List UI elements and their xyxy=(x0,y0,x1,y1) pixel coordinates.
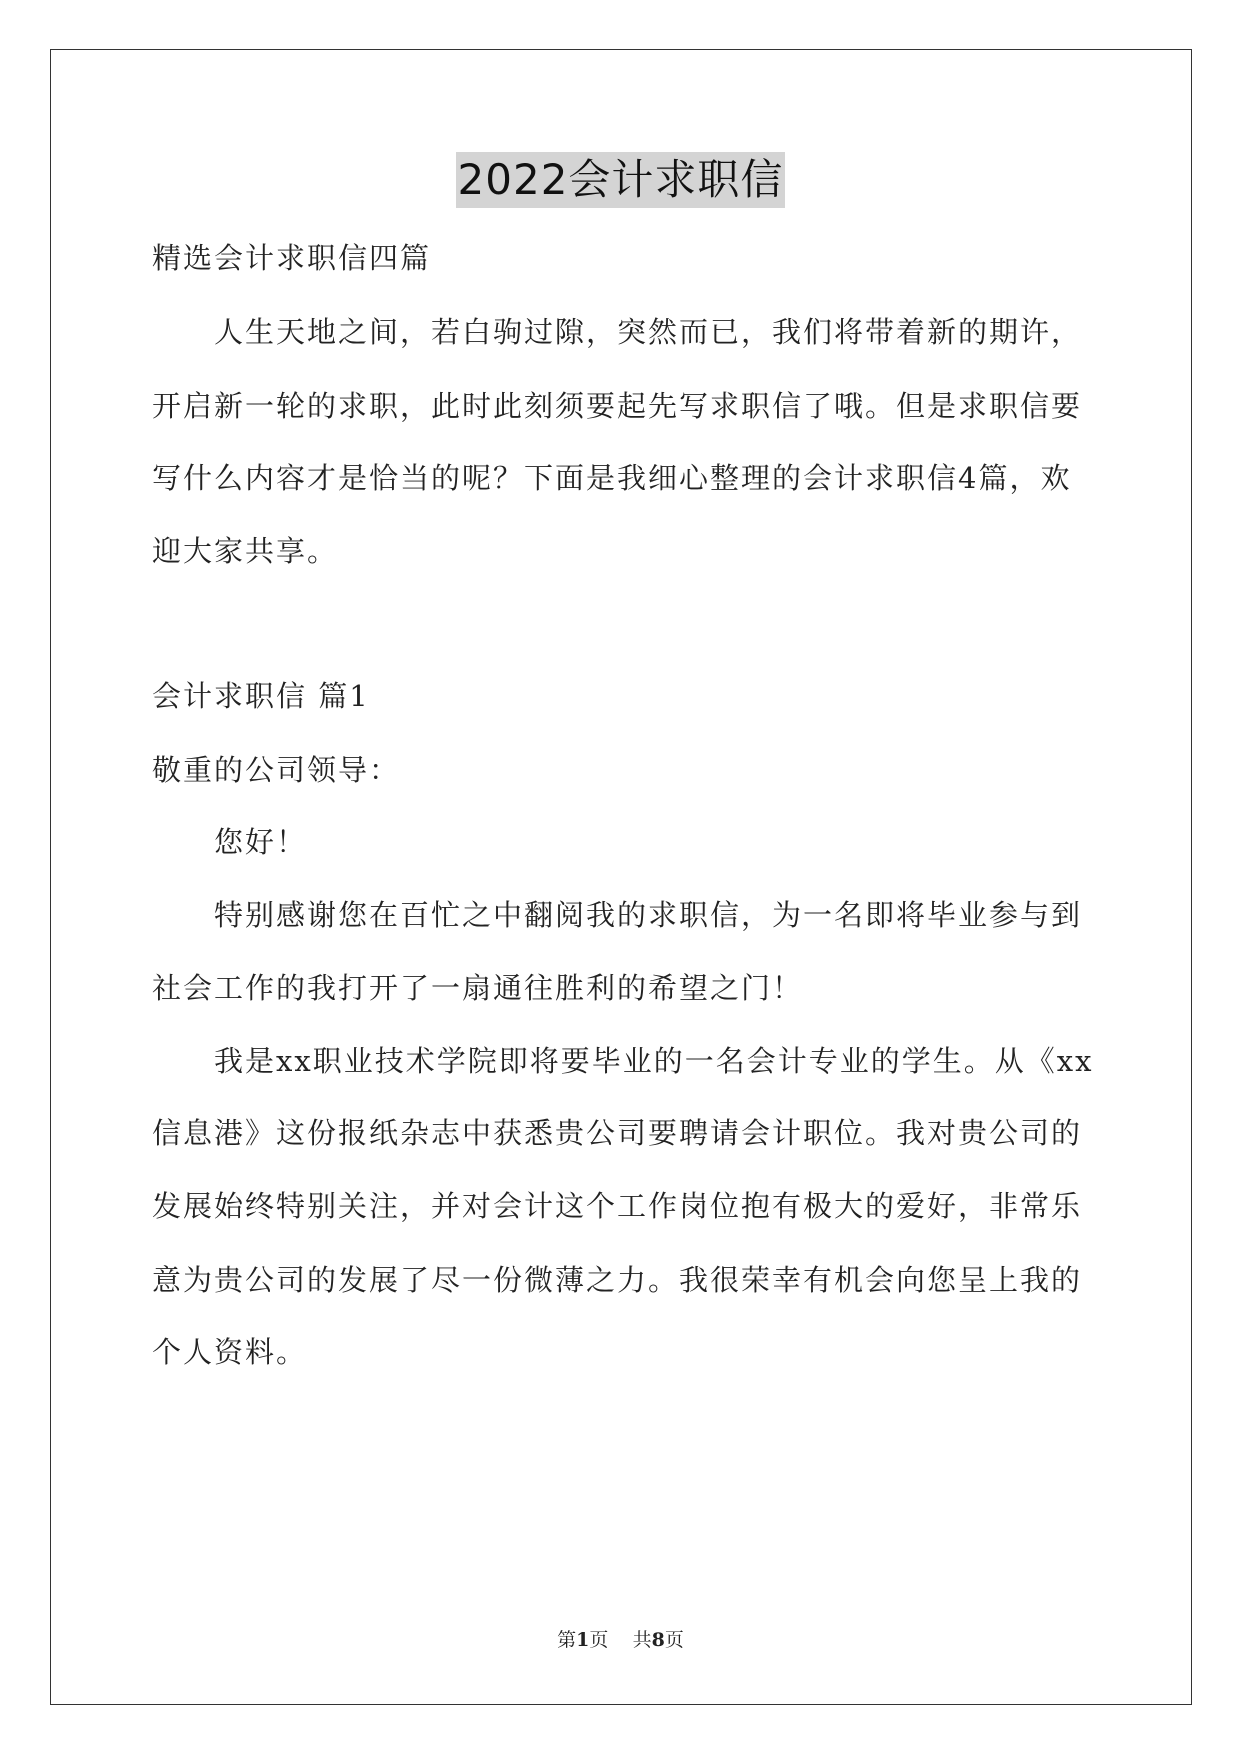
subtitle: 精选会计求职信四篇 xyxy=(152,241,432,275)
paragraph-line: 特别感谢您在百忙之中翻阅我的求职信，为一名即将毕业参与到 xyxy=(214,898,1083,932)
intro-line: 人生天地之间，若白驹过隙，突然而已，我们将带着新的期许， xyxy=(214,315,1083,349)
page-total: 8 xyxy=(651,1629,665,1651)
page-label-prefix: 第 xyxy=(557,1629,577,1651)
paragraph-line: 发展始终特别关注，并对会计这个工作岗位抱有极大的爱好，非常乐 xyxy=(152,1189,1083,1223)
paragraph-line: 社会工作的我打开了一扇通往胜利的希望之门！ xyxy=(152,971,804,1005)
salutation: 敬重的公司领导： xyxy=(152,753,401,787)
paragraph-line: 信息港》这份报纸杂志中获悉贵公司要聘请会计职位。我对贵公司的 xyxy=(152,1116,1083,1150)
paragraph-line: 个人资料。 xyxy=(152,1335,308,1369)
total-label-prefix: 共 xyxy=(632,1629,652,1651)
intro-line: 开启新一轮的求职，此时此刻须要起先写求职信了哦。但是求职信要 xyxy=(152,389,1083,423)
page-footer xyxy=(0,1625,1241,1652)
document-title: 2022会计求职信 xyxy=(456,152,786,208)
section-heading: 会计求职信 篇1 xyxy=(152,679,370,713)
total-label-suffix: 页 xyxy=(664,1629,684,1651)
page-current: 1 xyxy=(576,1629,590,1651)
paragraph-line: 意为贵公司的发展了尽一份微薄之力。我很荣幸有机会向您呈上我的 xyxy=(152,1263,1083,1297)
intro-line: 写什么内容才是恰当的呢？下面是我细心整理的会计求职信4篇，欢 xyxy=(152,461,1072,495)
title-container xyxy=(0,152,1241,208)
intro-line: 迎大家共享。 xyxy=(152,534,339,568)
page-border xyxy=(50,49,1192,1705)
page-label-suffix: 页 xyxy=(589,1629,609,1651)
paragraph-line: 我是xx职业技术学院即将要毕业的一名会计专业的学生。从《xx xyxy=(214,1044,1094,1078)
greeting: 您好！ xyxy=(214,825,308,859)
